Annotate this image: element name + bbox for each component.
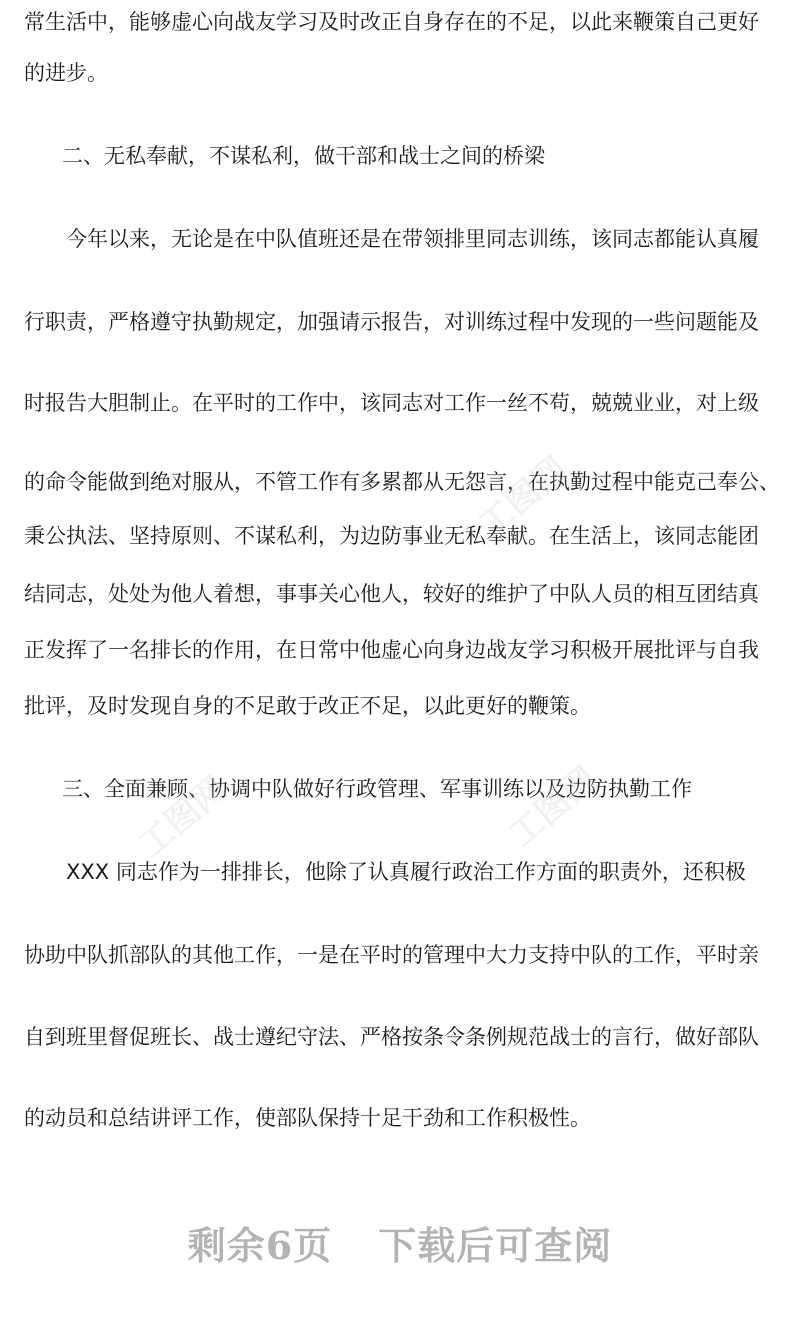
paragraph-line: 今年以来，无论是在中队值班还是在带领排里同志训练，该同志都能认真履 bbox=[66, 227, 759, 251]
paragraph-line: 结同志，处处为他人着想，事事关心他人，较好的维护了中队人员的相互团结真 bbox=[24, 582, 759, 606]
paragraph-line: 行职责，严格遵守执勤规定，加强请示报告，对训练过程中发现的一些问题能及 bbox=[24, 310, 759, 334]
paragraph-line: 的进步。 bbox=[24, 61, 108, 85]
paragraph-line: 批评，及时发现自身的不足敢于改正不足，以此更好的鞭策。 bbox=[24, 694, 591, 718]
download-to-view-label: 下载后可查阅 bbox=[378, 1223, 613, 1268]
watermark: 工图网 bbox=[131, 769, 236, 866]
remaining-pages-label: 剩余6页 bbox=[187, 1223, 333, 1268]
paragraph-line: 正发挥了一名排长的作用，在日常中他虚心向身边战友学习积极开展批评与自我 bbox=[24, 638, 759, 662]
paragraph-line: XXX 同志作为一排排长，他除了认真履行政治工作方面的职责外，还积极 bbox=[66, 860, 746, 884]
paragraph-line: 协助中队抓部队的其他工作，一是在平时的管理中大力支持中队的工作，平时亲 bbox=[24, 943, 759, 967]
paragraph-line: 时报告大胆制止。在平时的工作中，该同志对工作一丝不苟，兢兢业业，对上级 bbox=[24, 391, 759, 415]
section-heading-3: 三、全面兼顾、协调中队做好行政管理、军事训练以及边防执勤工作 bbox=[62, 777, 692, 801]
paragraph-line: 的动员和总结讲评工作，使部队保持十足干劲和工作积极性。 bbox=[24, 1106, 591, 1130]
paragraph-line: 的命令能做到绝对服从，不管工作有多累都从无怨言，在执勤过程中能克己奉公、 bbox=[24, 470, 780, 494]
watermark: 工图网 bbox=[471, 449, 576, 546]
download-prompt[interactable] bbox=[0, 1222, 800, 1270]
paragraph-line: 自到班里督促班长、战士遵纪守法、严格按条令条例规范战士的言行，做好部队 bbox=[24, 1025, 759, 1049]
paragraph-line: 常生活中，能够虚心向战友学习及时改正自身存在的不足，以此来鞭策自己更好 bbox=[24, 10, 759, 34]
watermark: 工图网 bbox=[501, 759, 606, 856]
section-heading-2: 二、无私奉献，不谋私利，做干部和战士之间的桥梁 bbox=[62, 144, 545, 168]
paragraph-line: 秉公执法、坚持原则、不谋私利，为边防事业无私奉献。在生活上，该同志能团 bbox=[24, 524, 759, 548]
